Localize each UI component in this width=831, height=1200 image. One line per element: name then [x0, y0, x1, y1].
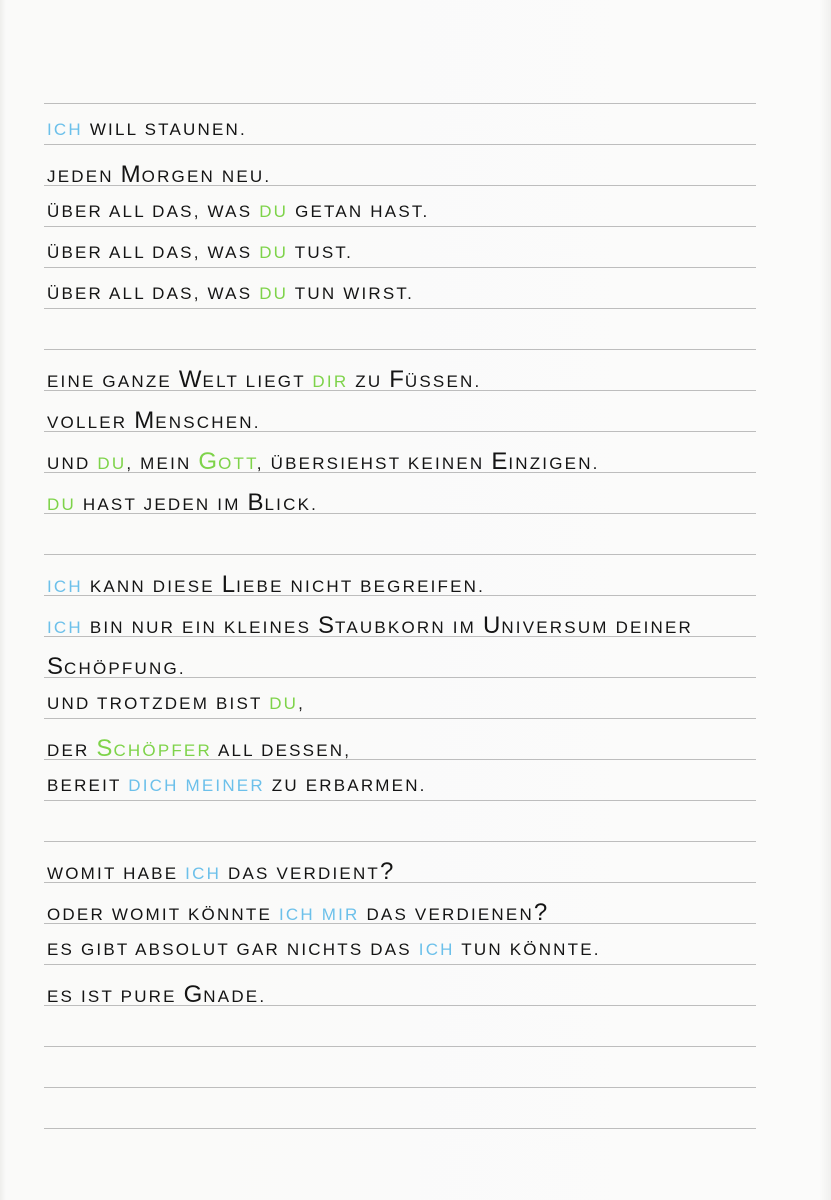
poem-text: ALL DESSEN,	[211, 741, 352, 760]
ruled-line	[44, 841, 756, 842]
poem-line	[47, 735, 351, 763]
poem-text: U	[482, 612, 502, 639]
poem-line	[47, 284, 414, 304]
ruled-line	[44, 718, 756, 719]
poem-text: HAST JEDEN IM	[75, 495, 248, 514]
ruled-line	[44, 267, 756, 268]
poem-text: ES IST PURE	[47, 987, 184, 1006]
ruled-line	[44, 103, 756, 104]
poem-text: TAUBKORN IM	[335, 618, 483, 637]
poem-text: M	[134, 407, 156, 434]
ruled-line	[44, 349, 756, 350]
highlighted-word: S	[96, 735, 114, 762]
poem-text: NIVERSUM DEINER	[501, 618, 694, 637]
poem-text: G	[183, 981, 204, 1008]
poem-text: ÜBER ALL DAS, WAS	[47, 284, 260, 303]
ruled-line	[44, 1128, 756, 1129]
highlighted-word: ICH	[47, 120, 83, 139]
poem-text: INZIGEN.	[508, 454, 600, 473]
poem-text: ,	[298, 694, 306, 713]
poem-line	[47, 448, 600, 476]
poem-line	[47, 571, 485, 599]
poem-text: ZU	[348, 372, 390, 391]
highlighted-word: DU	[47, 495, 76, 514]
ruled-line	[44, 226, 756, 227]
ruled-line	[44, 144, 756, 145]
poem-text: B	[247, 489, 265, 516]
poem-line	[47, 366, 481, 394]
highlighted-word: ICH	[418, 940, 455, 959]
poem-text: ES GIBT ABSOLUT GAR NICHTS DAS	[47, 940, 419, 959]
poem-text: LICK.	[264, 495, 319, 514]
poem-text: ÜSSEN.	[404, 372, 482, 391]
poem-line	[47, 202, 429, 222]
poem-text: EINE GANZE	[47, 372, 179, 391]
poem-text: ODER WOMIT KÖNNTE	[47, 905, 279, 924]
ruled-line	[44, 1046, 756, 1047]
ruled-line	[44, 554, 756, 555]
poem-line	[47, 120, 247, 140]
ruled-line	[44, 800, 756, 801]
poem-text: NADE.	[203, 987, 267, 1006]
poem-text: CHÖPFUNG.	[64, 659, 186, 678]
poem-text: ÜBER ALL DAS, WAS	[47, 243, 260, 262]
poem-line	[47, 407, 261, 435]
highlighted-word: DU	[269, 694, 299, 713]
poem-line	[47, 653, 186, 681]
poem-text: E	[491, 448, 509, 475]
poem-text: ORGEN NEU.	[141, 167, 272, 186]
highlighted-word: DU	[97, 454, 127, 473]
highlighted-word: OTT	[218, 454, 257, 473]
poem-text: , MEIN	[126, 454, 199, 473]
poem-text: DAS VERDIENEN	[359, 905, 534, 924]
highlighted-word: DU	[259, 202, 289, 221]
poem-line	[47, 858, 394, 886]
poem-text: UND TROTZDEM BIST	[47, 694, 270, 713]
highlighted-word: DIR	[312, 372, 349, 391]
poem-text: BEREIT	[47, 776, 129, 795]
poem-text: TUST.	[288, 243, 353, 262]
poem-text: WILL STAUNEN.	[82, 120, 247, 139]
poem-line	[47, 243, 353, 263]
poem-line	[47, 694, 305, 714]
poem-line	[47, 940, 601, 960]
poem-text: S	[318, 612, 336, 639]
poem-text: VOLLER	[47, 413, 135, 432]
poem-line	[47, 612, 693, 640]
ruled-line	[44, 1087, 756, 1088]
poem-text: ÜBER ALL DAS, WAS	[47, 202, 260, 221]
highlighted-word: ICH MIR	[278, 905, 360, 924]
poem-text: BIN NUR EIN KLEINES	[82, 618, 319, 637]
poem-text: IEBE NICHT BEGREIFEN.	[236, 577, 486, 596]
poem-text: , ÜBERSIEHST KEINEN	[256, 454, 492, 473]
poem-line	[47, 899, 548, 927]
poem-text: M	[120, 161, 142, 188]
poem-line	[47, 776, 427, 796]
poem-line	[47, 981, 266, 1009]
ruled-line	[44, 964, 756, 965]
poem-text: L	[221, 571, 237, 598]
highlighted-word: G	[198, 448, 219, 475]
ruled-line	[44, 308, 756, 309]
highlighted-word: ICH	[47, 577, 83, 596]
poem-text: JEDEN	[47, 167, 121, 186]
highlighted-word: DU	[259, 243, 289, 262]
highlighted-word: ICH	[47, 618, 83, 637]
poem-text: WOMIT HABE	[47, 864, 186, 883]
poem-text: DAS VERDIENT	[221, 864, 381, 883]
poem-line	[47, 489, 318, 517]
poem-text: ELT LIEGT	[202, 372, 313, 391]
poem-line	[47, 161, 271, 189]
poem-text: TUN KÖNNTE.	[454, 940, 601, 959]
poem-text: ?	[380, 858, 395, 885]
highlighted-word: CHÖPFER	[113, 741, 212, 760]
poem-text: ?	[533, 899, 549, 926]
poem-text: F	[389, 366, 405, 393]
poem-text: TUN WIRST.	[288, 284, 415, 303]
poem-text: S	[47, 653, 65, 680]
poem-text: UND	[47, 454, 98, 473]
poem-text: GETAN HAST.	[288, 202, 430, 221]
poem-text: KANN DIESE	[82, 577, 222, 596]
poem-text: ENSCHEN.	[155, 413, 261, 432]
poem-text: ZU ERBARMEN.	[264, 776, 427, 795]
poem-text: W	[178, 366, 203, 393]
highlighted-word: ICH	[185, 864, 222, 883]
highlighted-word: DICH MEINER	[128, 776, 265, 795]
poem-text: DER	[47, 741, 97, 760]
highlighted-word: DU	[259, 284, 289, 303]
